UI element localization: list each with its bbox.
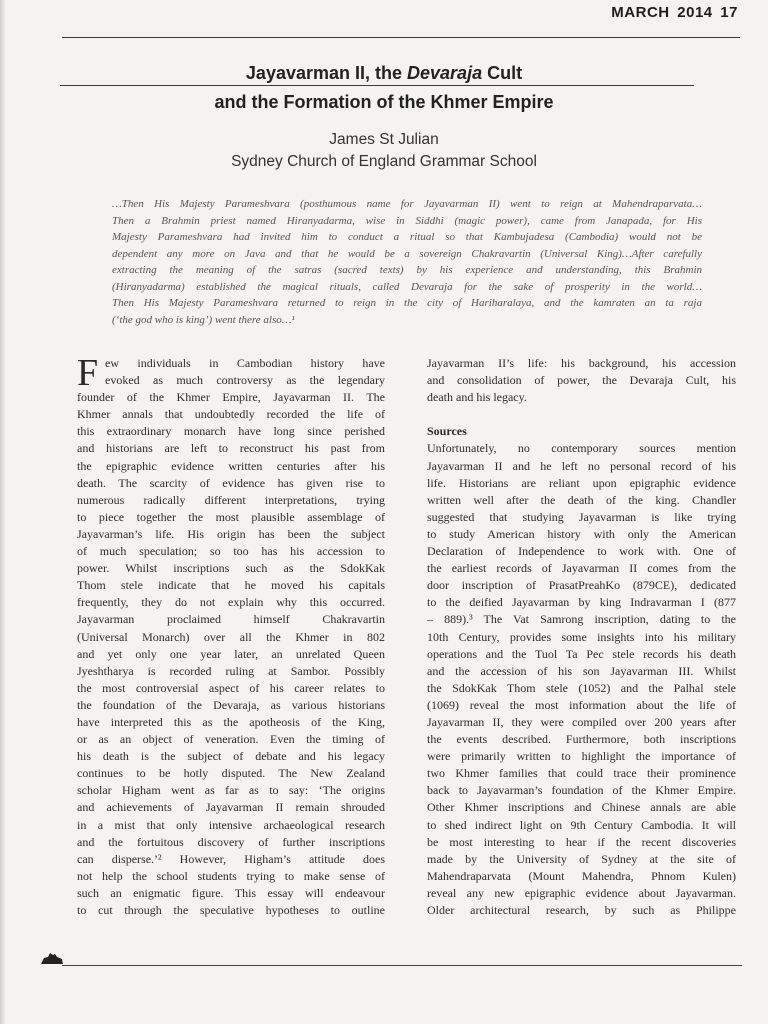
text-line: reveal any new epigraphic evidence about Jayavarman. xyxy=(427,885,736,900)
text-line: (1069) reveal the most information about the life of xyxy=(427,697,736,712)
text-line: his death is the subject of debate and his legacy xyxy=(77,749,385,764)
text-line: 10th Century, provides some insights into his military xyxy=(427,629,736,644)
text-line: Jayavarman II and he left no personal record of his xyxy=(427,458,736,473)
text-line: death. The scarcity of evidence has given rise to xyxy=(77,475,385,490)
text-line: frequently, they do not explain why this occurred. xyxy=(77,595,385,610)
text-line: continues to be hotly disputed. The New Zealand xyxy=(77,766,385,781)
text-line: evoked as much controversy as the legendary xyxy=(105,373,385,388)
text-line: and yet only one year later, an unrelated Queen xyxy=(77,646,385,661)
column-1 xyxy=(77,352,385,919)
epigraph-line: (‘the god who is king’) went there also…¹ xyxy=(112,313,295,326)
text-line: and the accession of his son Jayavarman III. Whilst xyxy=(427,663,736,678)
text-line: scholar Higham went as far as to say: ‘The origins xyxy=(77,783,385,798)
epigraph-line: (Hiranyadarma) established the magical rituals, called Devaraja for the sake of prosperity in the world… xyxy=(112,280,702,293)
epigraph-line: Majesty Parameshvara had invited him to conduct a ritual so that Kambujadesa (Cambodia) would not be xyxy=(112,231,702,243)
text-line: the epigraphic evidence written centuries after his xyxy=(77,458,385,473)
text-line: the foundation of the Devaraja, as various historians xyxy=(77,697,385,712)
text-line: door inscription of PrasatPreahKo (879CE), dedicated xyxy=(427,578,736,593)
text-line: founder of the Khmer Empire, Jayavarman II. The xyxy=(77,390,385,405)
article-title-line1 xyxy=(0,63,768,84)
text-line: back to Jayavarman’s foundation of the Khmer Empire. xyxy=(427,783,736,798)
text-line: to study American history with only the American xyxy=(427,526,736,541)
text-line: were primarily written to highlight the importance of xyxy=(427,749,736,764)
text-line: death and his legacy. xyxy=(427,390,527,405)
title-rule xyxy=(60,85,694,86)
text-line: suggested that studying Jayavarman is like trying xyxy=(427,509,736,524)
text-line: ew individuals in Cambodian history have xyxy=(105,356,385,370)
text-line: such an enigmatic figure. This essay will endeavour xyxy=(77,885,385,900)
text-line: Jayavarman II, they were compiled over 200 years after xyxy=(427,714,736,729)
text-line: of much speculation; so too has his accession to xyxy=(77,544,385,559)
drop-cap: F xyxy=(77,352,99,394)
text-line: two Khmer families that could trace their prominence xyxy=(427,766,736,781)
text-line: and consolidation of power, the Devaraja Cult, his xyxy=(427,373,736,388)
text-line: Other Khmer inscriptions and Chinese annals are able xyxy=(427,800,736,815)
text-line: Declaration of Independence to work with. One of xyxy=(427,544,736,559)
affiliation: Sydney Church of England Grammar School xyxy=(231,153,537,170)
text-line: Mahendraparvata (Mount Mahendra, Phnom Kulen) xyxy=(427,868,736,883)
text-line: Jayavarman proclaimed himself Chakravartin xyxy=(77,612,385,627)
epigraph-line: Then a Brahmin priest named Hiranyadarma, wise in Siddhi (magic power), came from Janapada, for His xyxy=(112,214,702,227)
paragraph-gap xyxy=(427,406,736,423)
title-suffix: Cult xyxy=(482,63,523,83)
epigraph-line: dependent any more on Java and that he would be a sovereign Chakravartin (Universal King)…After carefully xyxy=(112,247,702,260)
text-line: to cut through the speculative hypotheses to outline xyxy=(77,903,385,917)
text-line: Jyeshtharya is recorded ruling at Sambor. Possibly xyxy=(77,663,385,678)
text-line: made by the University of Sydney at the site of xyxy=(427,851,736,866)
text-line: the earliest records of Jayavarman II comes from the xyxy=(427,561,736,576)
text-line: Older architectural research, by such as Philippe xyxy=(427,903,736,917)
section-heading: Sources xyxy=(427,424,467,439)
text-line: written well after the death of the king. Chandler xyxy=(427,492,736,507)
text-line: to shed indirect light on 9th Century Cambodia. It will xyxy=(427,817,736,832)
article-title-line2: and the Formation of the Khmer Empire xyxy=(214,92,554,112)
text-line: have interpreted this as the apotheosis of the King, xyxy=(77,714,385,729)
text-line: Jayavarman II’s life: his background, his accession xyxy=(427,356,736,370)
text-line: to piece together the most plausible assemblage of xyxy=(77,509,385,524)
text-line: can disperse.’² However, Higham’s attitude does xyxy=(77,851,385,866)
header-rule xyxy=(62,37,740,38)
text-line: to the deified Jayavarman by king Indravarman I (877 xyxy=(427,595,736,610)
title-italic: Devaraja xyxy=(407,63,483,83)
text-line: Thom stele indicate that he moved his capitals xyxy=(77,578,385,593)
text-line: or as an object of veneration. Even the timing of xyxy=(77,732,385,747)
text-line: not help the school students trying to make sense of xyxy=(77,868,385,883)
text-line: the events described. Furthermore, both inscriptions xyxy=(427,732,736,747)
text-line: numerous radically different interpretations, trying xyxy=(77,492,385,507)
epigraph-line: extracting the meaning of the satras (sacred texts) by his experience and understanding, this Brahmin xyxy=(112,264,702,276)
column-2 xyxy=(427,355,736,919)
text-line: Jayavarman’s life. His origin has been the subject xyxy=(77,526,385,541)
text-line: (Universal Monarch) over all the Khmer in 802 xyxy=(77,629,385,644)
author: James St Julian xyxy=(329,131,439,148)
running-head: MARCH 2014 17 xyxy=(611,4,738,21)
text-line: this extraordinary monarch have long since perished xyxy=(77,424,385,439)
epigraph-line: …Then His Majesty Parameshvara (posthumous name for Jayavarman II) went to reign at Mahendraparvata… xyxy=(112,198,702,210)
text-line: and achievements of Jayavarman II remain shrouded xyxy=(77,800,385,815)
epigraph xyxy=(112,196,702,328)
title-prefix: Jayavarman II, the xyxy=(245,63,408,83)
publisher-logo-icon xyxy=(40,951,64,970)
text-line: power. Whilst inscriptions such as the SdokKak xyxy=(77,561,385,576)
text-line: – 889).³ The Vat Samrong inscription, dating to the xyxy=(427,612,736,627)
text-line: and the fortuitous discovery of further inscriptions xyxy=(77,834,385,849)
text-line: and historians are left to reconstruct his past from xyxy=(77,441,385,456)
footer-rule xyxy=(62,965,742,966)
epigraph-line: Then His Majesty Parameshvara returned to reign in the city of Hariharalaya, and the kamraten an ta raja xyxy=(112,297,702,309)
text-line: Khmer annals that undoubtedly recorded the life of xyxy=(77,407,385,422)
text-line: operations and the Tuol Ta Pec stele records his death xyxy=(427,646,736,661)
text-line: be most interesting to hear if the recent discoveries xyxy=(427,834,736,849)
text-line: life. Historians are reliant upon epigraphic evidence xyxy=(427,475,736,490)
text-line: the SdokKak Thom stele (1052) and the Palhal stele xyxy=(427,680,736,695)
text-line: Unfortunately, no contemporary sources mention xyxy=(427,441,736,456)
text-line: in a mist that only intensive archaeological research xyxy=(77,817,385,832)
text-line: the most controversial aspect of his career relates to xyxy=(77,680,385,695)
